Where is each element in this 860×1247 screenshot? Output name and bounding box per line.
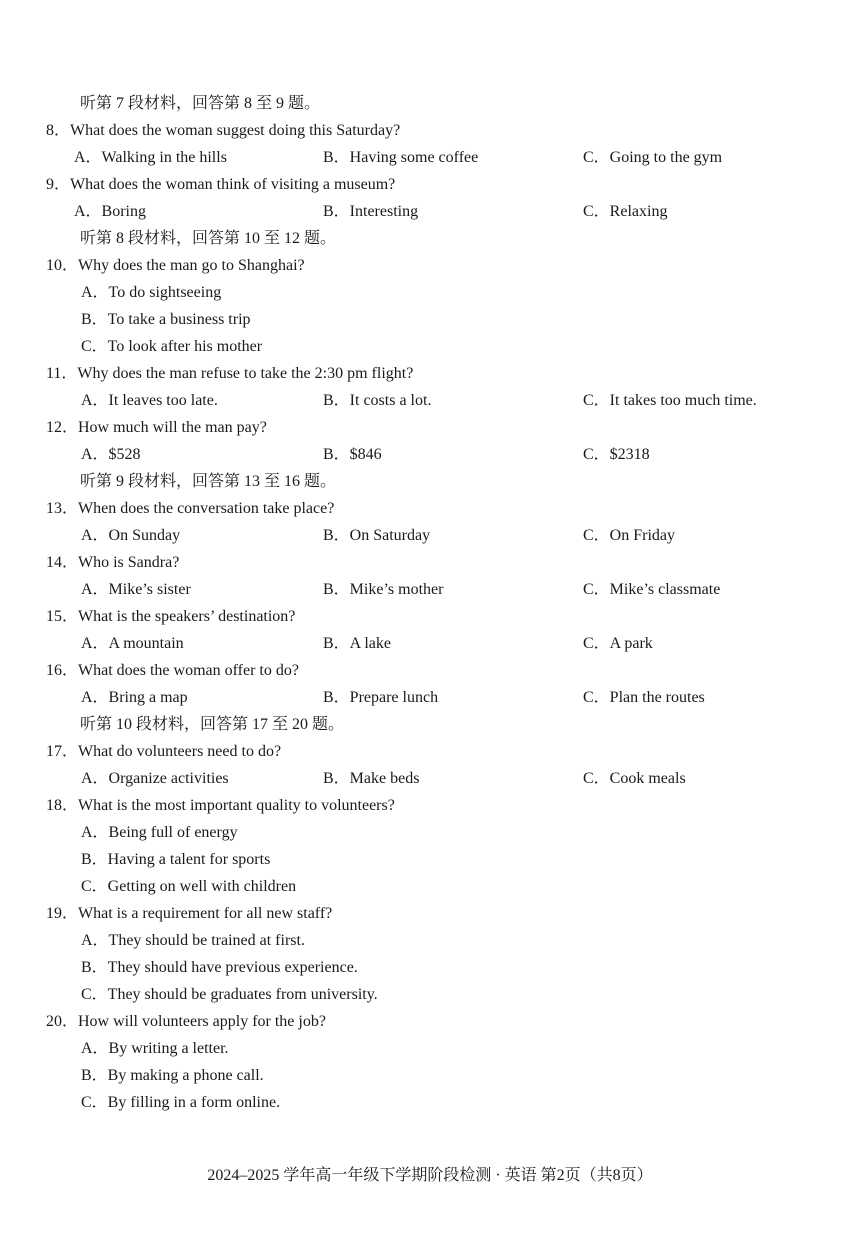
option-20c: C．By filling in a form online. [81, 1094, 281, 1111]
option-11b: B．It costs a lot. [323, 392, 432, 409]
question-17: 17．What do volunteers need to do? [46, 743, 282, 760]
option-13b: B．On Saturday [323, 527, 431, 544]
option-12a: A．$528 [81, 446, 141, 463]
option-9b: B．Interesting [323, 203, 419, 220]
option-19a: A．They should be trained at first. [81, 932, 305, 949]
section-header-7: 听第 7 段材料，回答第 8 至 9 题。 [80, 95, 321, 112]
option-15c: C．A park [583, 635, 653, 652]
option-15a: A．A mountain [81, 635, 184, 652]
page-footer: 2024–2025 学年高一年级下学期阶段检测 · 英语 第2页（共8页） [207, 1167, 653, 1184]
question-15: 15．What is the speakers’ destination? [46, 608, 296, 625]
option-13a: A．On Sunday [81, 527, 181, 544]
option-14a: A．Mike’s sister [81, 581, 191, 598]
question-14: 14．Who is Sandra? [46, 554, 180, 571]
question-12: 12．How much will the man pay? [46, 419, 267, 436]
option-13c: C．On Friday [583, 527, 676, 544]
option-12c: C．$2318 [583, 446, 650, 463]
option-18b: B．Having a talent for sports [81, 851, 271, 868]
option-16c: C．Plan the routes [583, 689, 705, 706]
option-10b: B．To take a business trip [81, 311, 251, 328]
option-17c: C．Cook meals [583, 770, 686, 787]
option-12b: B．$846 [323, 446, 382, 463]
section-header-10: 听第 10 段材料，回答第 17 至 20 题。 [80, 716, 345, 733]
question-8: 8．What does the woman suggest doing this Saturday? [46, 122, 401, 139]
option-17a: A．Organize activities [81, 770, 229, 787]
option-10a: A．To do sightseeing [81, 284, 222, 301]
option-18a: A．Being full of energy [81, 824, 238, 841]
question-16: 16．What does the woman offer to do? [46, 662, 299, 679]
section-header-8: 听第 8 段材料，回答第 10 至 12 题。 [80, 230, 337, 247]
option-9c: C．Relaxing [583, 203, 668, 220]
option-16a: A．Bring a map [81, 689, 188, 706]
question-19: 19．What is a requirement for all new staff? [46, 905, 333, 922]
option-19c: C．They should be graduates from university. [81, 986, 378, 1003]
option-14c: C．Mike’s classmate [583, 581, 721, 598]
option-8a: A．Walking in the hills [74, 149, 227, 166]
option-20a: A．By writing a letter. [81, 1040, 229, 1057]
option-19b: B．They should have previous experience. [81, 959, 358, 976]
option-16b: B．Prepare lunch [323, 689, 439, 706]
option-11c: C．It takes too much time. [583, 392, 757, 409]
question-9: 9．What does the woman think of visiting a museum? [46, 176, 396, 193]
option-18c: C．Getting on well with children [81, 878, 297, 895]
question-10: 10．Why does the man go to Shanghai? [46, 257, 305, 274]
section-header-9: 听第 9 段材料，回答第 13 至 16 题。 [80, 473, 337, 490]
option-20b: B．By making a phone call. [81, 1067, 264, 1084]
option-11a: A．It leaves too late. [81, 392, 218, 409]
option-8c: C．Going to the gym [583, 149, 723, 166]
option-14b: B．Mike’s mother [323, 581, 444, 598]
option-15b: B．A lake [323, 635, 391, 652]
question-18: 18．What is the most important quality to volunteers? [46, 797, 395, 814]
option-10c: C．To look after his mother [81, 338, 263, 355]
question-11: 11．Why does the man refuse to take the 2:30 pm flight? [46, 365, 414, 382]
option-17b: B．Make beds [323, 770, 420, 787]
option-9a: A．Boring [74, 203, 147, 220]
question-13: 13．When does the conversation take place? [46, 500, 335, 517]
option-8b: B．Having some coffee [323, 149, 479, 166]
question-20: 20．How will volunteers apply for the job? [46, 1013, 326, 1030]
